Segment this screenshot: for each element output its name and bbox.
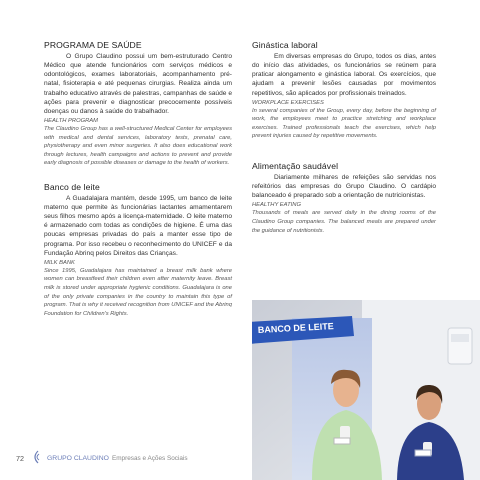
section-en-text-ginastica: In several companies of the Group, every day, before the beginning of work, the employees meet to practice stretching and workplace exercises. Trained professionals teach the exercises, which help prevent injuries caused by repetitive movements. bbox=[252, 107, 436, 140]
brand-logo-icon bbox=[30, 450, 40, 466]
section-en-title-programa: HEALTH PROGRAM bbox=[44, 118, 99, 125]
section-en-text-programa: The Claudino Group has a well-structured Medical Center for employees with medical and dental services, laboratory tests, prenatal care, physiotherapy and even minor surgeries. It also does educational work through lectures, health campaigns and actions to prevent and provide early diagnosis of possible diseases or damage to the health of workers. bbox=[44, 126, 232, 167]
sign-text: BANCO DE LEITE bbox=[257, 321, 335, 335]
footer-subtitle: Empresas e Ações Sociais bbox=[111, 454, 188, 462]
footer-brand: GRUPO CLAUDINO bbox=[47, 454, 109, 462]
section-title-ginastica: Ginástica laboral bbox=[252, 40, 318, 50]
right-column bbox=[252, 40, 436, 235]
section-text-alimentacao: Diariamente milhares de refeições são servidas nos refeitórios das empresas do Grupo Claudino. O cardápio balanceado é preparado sob a orientação de nutricionistas. bbox=[252, 173, 436, 200]
section-text-programa: O Grupo Claudino possui um bem-estruturado Centro Médico que atende funcionários com serviços médicos e odontológicos, exames laboratoriais, acompanhamento pré-natal, fisioterapia e até pequenas cirurgias. Realiza ainda um trabalho educativo através de palestras, campanhas de saúde e ações para prevenir e diagnosticar precocemente possíveis doenças ou danos à saúde do trabalhador. bbox=[44, 53, 232, 115]
section-en-title-ginastica: WORKPLACE EXERCISES bbox=[252, 99, 324, 106]
section-title-alimentacao: Alimentação saudável bbox=[252, 160, 339, 171]
left-column bbox=[44, 40, 232, 318]
page-footer bbox=[16, 451, 188, 465]
section-text-ginastica: Em diversas empresas do Grupo, todos os dias, antes do início das atividades, os funcionários se reúnem para praticar alongamento e ginástica laboral. Os exercícios, que ajudam a prevenir lesões causadas por movimentos repetitivos, são aplicados por profissionais treinados. bbox=[252, 53, 436, 97]
photo-illustration bbox=[252, 300, 480, 480]
section-en-title-alimentacao: HEALTHY EATING bbox=[252, 202, 301, 209]
section-en-text-alimentacao: Thousands of meals are served daily in the dining rooms of the Claudino Group companies. The balanced meals are prepared under the guidance of nutritionists. bbox=[252, 210, 436, 234]
page-number: 72 bbox=[16, 453, 24, 463]
section-title-banco: Banco de leite bbox=[44, 181, 100, 192]
section-en-text-banco: Since 1995, Guadalajara has maintained a breast milk bank where women can breastfeed their children even after maternity leave. Breast milk is stored under appropriate hygienic conditions. Guadalajara is one of the only private companies in the country to maintain this type of program. That is why it received recognition from UNICEF and the Abrinq Foundation for Children's Rights. bbox=[44, 267, 232, 317]
photo-milk-bank bbox=[252, 300, 480, 480]
section-en-title-banco: MILK BANK bbox=[44, 259, 75, 266]
section-title-programa: PROGRAMA DE SAÚDE bbox=[44, 40, 142, 50]
section-text-banco: A Guadalajara mantém, desde 1995, um banco de leite materno que permite às funcionárias lactantes amamentarem seus filhos mesmo após a licença-maternidade. O leite materno é armazenado com todas as condições de higiene. É uma das poucas empresas privadas do país a manter esse tipo de programa. Por isso recebeu o reconhecimento do UNICEF e da Fundação Abrinq pelos Direitos das Crianças. bbox=[44, 194, 232, 257]
